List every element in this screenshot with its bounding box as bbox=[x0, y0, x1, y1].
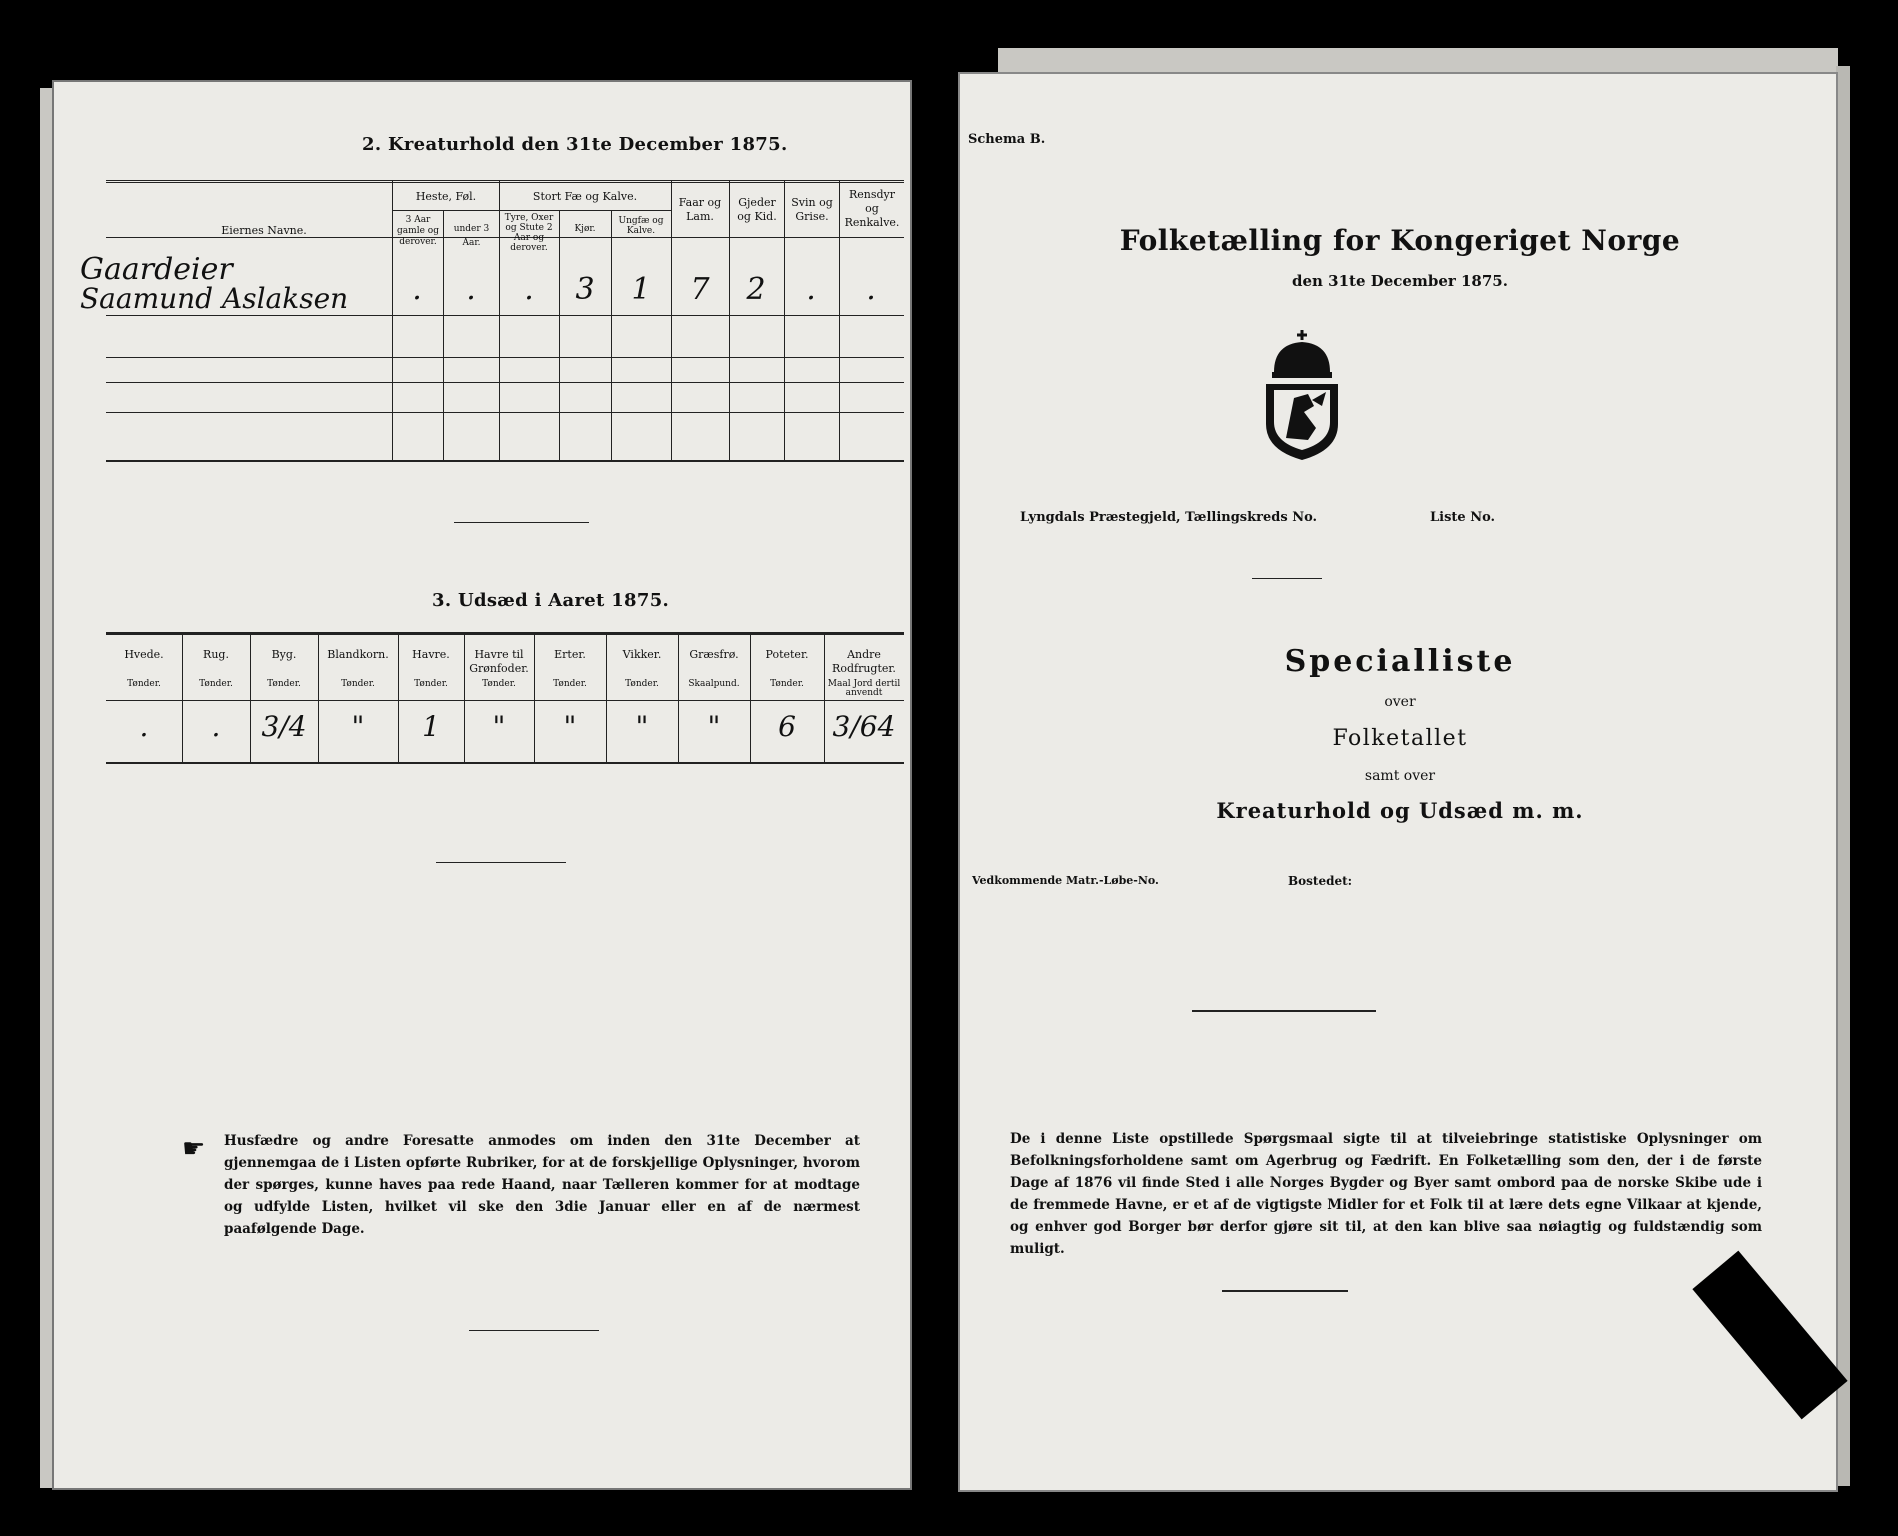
sheep-header: Faar og Lam. bbox=[678, 196, 722, 223]
seed-column-header: Havre til Grønfoder. bbox=[469, 648, 529, 675]
seed-column-header: Vikker. bbox=[622, 648, 662, 661]
royal-coat-of-arms-icon bbox=[1256, 328, 1348, 462]
livestock-value: . bbox=[806, 272, 816, 307]
seed-unit-label: Tønder. bbox=[414, 679, 448, 689]
seed-unit-label: Tønder. bbox=[553, 679, 587, 689]
seed-value: 1 bbox=[422, 710, 440, 743]
seed-unit-label: Maal Jord dertil anvendt bbox=[827, 679, 901, 698]
matr-label: Vedkommende Matr.-Løbe-No. bbox=[972, 874, 1159, 887]
livestock-value: 1 bbox=[631, 272, 651, 307]
over-label: over bbox=[1384, 694, 1416, 710]
census-title: Folketælling for Kongeriget Norge bbox=[1119, 224, 1681, 257]
seed-value: " bbox=[635, 710, 649, 743]
horse-young-header: under 3 Aar. bbox=[453, 224, 490, 248]
seed-column-header: Havre. bbox=[412, 648, 450, 661]
livestock-value: 2 bbox=[746, 272, 766, 307]
seed-column-header: Andre Rodfrugter. bbox=[832, 648, 896, 675]
section3-title: 3. Udsæd i Aaret 1875. bbox=[432, 590, 670, 611]
samt-over-label: samt over bbox=[1364, 768, 1436, 784]
seed-column-header: Poteter. bbox=[765, 648, 809, 661]
folketallet-heading: Folketallet bbox=[1332, 726, 1468, 751]
seed-value: " bbox=[351, 710, 365, 743]
cattle-group-header: Stort Fæ og Kalve. bbox=[532, 190, 638, 203]
parish-line: Lyngdals Præstegjeld, Tællingskreds No. bbox=[1020, 510, 1318, 525]
section2-title: 2. Kreaturhold den 31te December 1875. bbox=[362, 134, 788, 155]
seed-column-header: Græsfrø. bbox=[689, 648, 739, 661]
seed-unit-label: Tønder. bbox=[770, 679, 804, 689]
horse-adult-header: 3 Aar gamle og derover. bbox=[397, 215, 439, 247]
seed-unit-label: Skaalpund. bbox=[688, 679, 740, 689]
specialliste-heading: Specialliste bbox=[1284, 644, 1516, 679]
seed-unit-label: Tønder. bbox=[199, 679, 233, 689]
census-date: den 31te December 1875. bbox=[1292, 272, 1508, 290]
seed-value: " bbox=[492, 710, 506, 743]
intro-paragraph: De i denne Liste opstillede Spørgsmaal sigte til at tilveiebringe statistiske Oplysninger om Befolkningsforholdene samt om Agerbrug og Fædrift. En Folketælling som den, der i de første Dage af 1876 vil finde Sted i alle Norges Bygder og Byer samt ombord paa de norske Skibe ude i de fremmede Havne, er et af de vigtigste Midler for et Folk til at lære dets egne Vilkaar at kjende, og enhver god Borger bør derfor gjøre sit til, at den kan blive saa nøiagtig og fuldstændig som muligt. bbox=[1010, 1131, 1762, 1257]
seed-value: . bbox=[139, 710, 149, 743]
cattle-young-header: Ungfæ og Kalve. bbox=[618, 216, 664, 236]
reindeer-header: Rensdyr og Renkalve. bbox=[844, 188, 900, 229]
seed-unit-label: Tønder. bbox=[267, 679, 301, 689]
seed-column-header: Hvede. bbox=[124, 648, 164, 661]
left-page bbox=[52, 80, 912, 1490]
seed-value: . bbox=[211, 710, 221, 743]
kreaturhold-heading: Kreaturhold og Udsæd m. m. bbox=[1216, 798, 1584, 823]
seed-unit-label: Tønder. bbox=[341, 679, 375, 689]
footnote-text: Husfædre og andre Foresatte anmodes om inden den 31te December at gjennemgaa de i Listen opførte Rubriker, for at de forskjellige Oplysninger, hvorom der spørges, kunne haves paa rede Haand, naar Tælleren kommer for at modtage og udfylde Listen, hvilket vil ske den 3die Januar eller en af de nærmest paafølgende Dage. bbox=[224, 1133, 860, 1237]
seed-value: 3/4 bbox=[261, 710, 307, 743]
seed-unit-label: Tønder. bbox=[482, 679, 516, 689]
owner-title-handwritten: Gaardeier bbox=[80, 252, 233, 287]
bostedet-label: Bostedet: bbox=[1288, 874, 1353, 888]
goats-header: Gjeder og Kid. bbox=[737, 196, 777, 223]
livestock-value: 7 bbox=[690, 272, 710, 307]
livestock-value: 3 bbox=[575, 272, 595, 307]
cattle-bulls-header: Tyre, Oxer og Stute 2 Aar og derover. bbox=[504, 213, 554, 253]
pigs-header: Svin og Grise. bbox=[791, 196, 833, 223]
seed-column-header: Rug. bbox=[203, 648, 229, 661]
seed-column-header: Erter. bbox=[554, 648, 586, 661]
seed-value: " bbox=[707, 710, 721, 743]
livestock-value: . bbox=[866, 272, 876, 307]
schema-label: Schema B. bbox=[968, 132, 1046, 147]
liste-number-label: Liste No. bbox=[1430, 510, 1496, 525]
owner-column-header: Eiernes Navne. bbox=[221, 224, 307, 237]
cattle-cows-header: Kjør. bbox=[574, 224, 596, 234]
seed-column-header: Blandkorn. bbox=[327, 648, 389, 661]
horse-group-header: Heste, Føl. bbox=[415, 190, 477, 203]
pointing-hand-icon: ☛ bbox=[182, 1134, 206, 1164]
livestock-value: . bbox=[412, 272, 422, 307]
seed-unit-label: Tønder. bbox=[127, 679, 161, 689]
seed-column-header: Byg. bbox=[271, 648, 297, 661]
seed-unit-label: Tønder. bbox=[625, 679, 659, 689]
livestock-value: . bbox=[466, 272, 476, 307]
livestock-value: . bbox=[524, 272, 534, 307]
seed-value: 6 bbox=[778, 710, 796, 743]
owner-name-handwritten: Saamund Aslaksen bbox=[80, 282, 349, 315]
seed-value: 3/64 bbox=[832, 710, 896, 743]
seed-value: " bbox=[563, 710, 577, 743]
